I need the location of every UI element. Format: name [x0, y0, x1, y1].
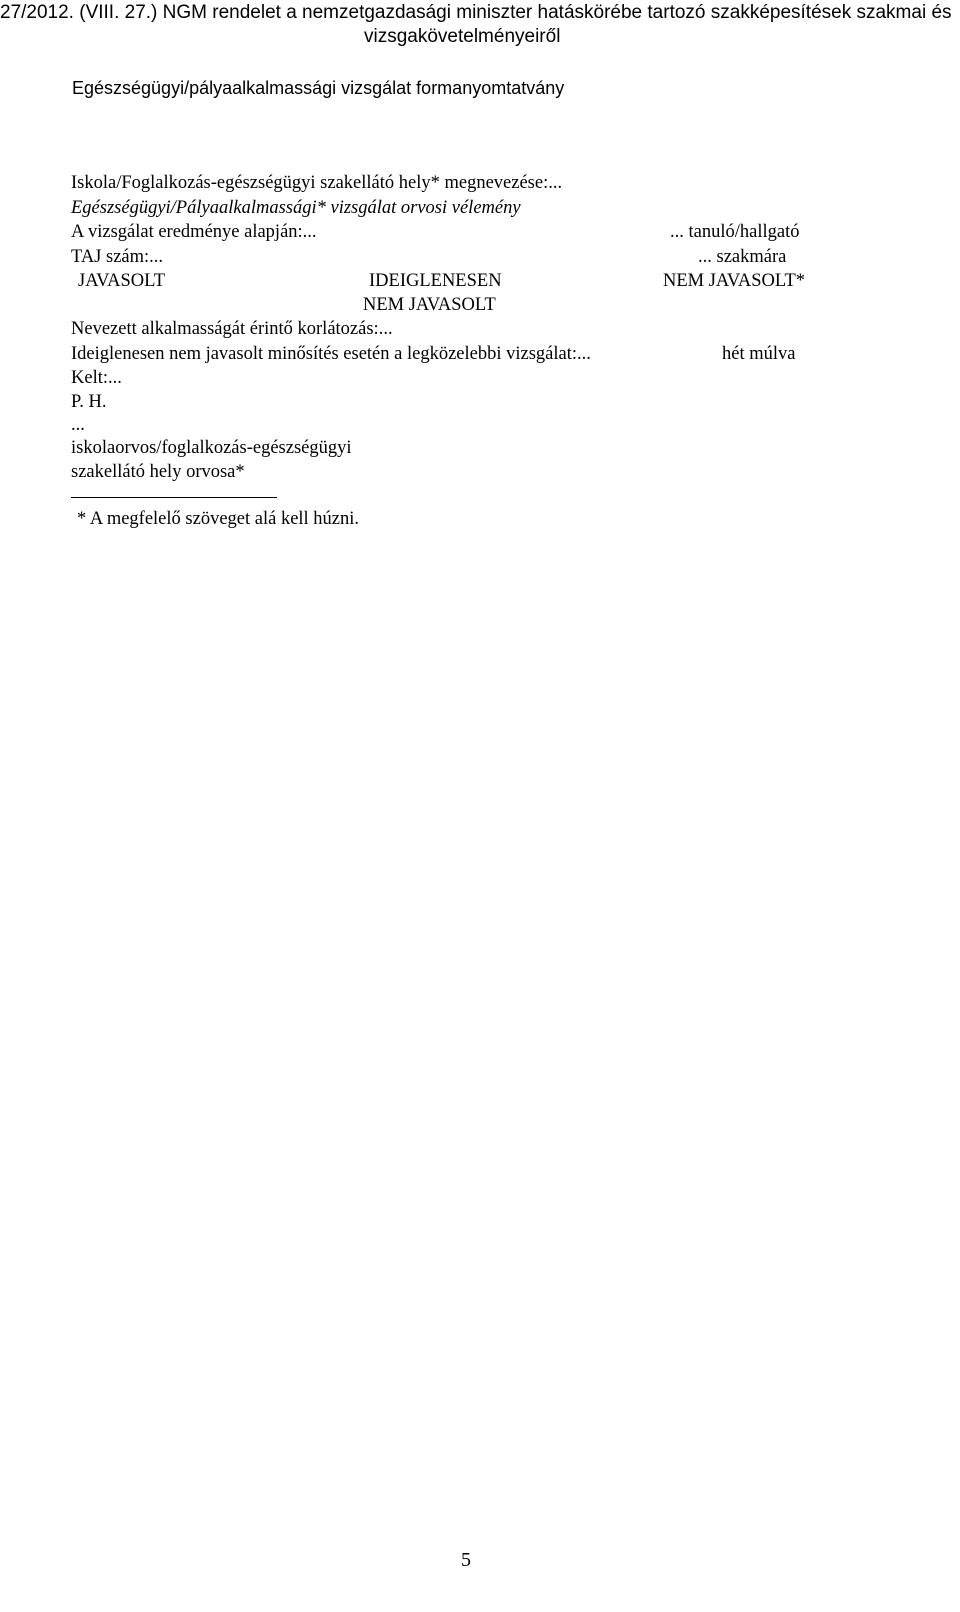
facility-name-line: Iskola/Foglalkozás-egészségügyi szakellátó hely* megnevezése:...	[71, 173, 563, 193]
option-not-recommended: NEM JAVASOLT*	[663, 271, 806, 291]
document-header-line-2: vizsgakövetelményeiről	[364, 26, 561, 47]
next-exam-label: Ideiglenesen nem javasolt minősítés esetén a legközelebbi vizsgálat:...	[71, 344, 591, 364]
signer-title-line-1: iskolaorvos/foglalkozás-egészségügyi	[71, 438, 352, 458]
profession-label: ... szakmára	[698, 247, 787, 267]
weeks-later-label: hét múlva	[722, 344, 796, 364]
taj-number-label: TAJ szám:...	[71, 247, 164, 267]
stamp-label: P. H.	[71, 392, 107, 412]
footnote: * A megfelelő szöveget alá kell húzni.	[77, 509, 360, 529]
option-temporarily-line-1: IDEIGLENESEN	[369, 271, 502, 291]
document-header-line-1: 27/2012. (VIII. 27.) NGM rendelet a nemzetgazdasági miniszter hatáskörébe tartozó szakképesítések szakmai és	[0, 2, 952, 23]
signature-line: ...	[71, 415, 85, 435]
restriction-line: Nevezett alkalmasságát érintő korlátozás:...	[71, 319, 393, 339]
page-number: 5	[461, 1549, 471, 1571]
exam-result-label: A vizsgálat eredménye alapján:...	[71, 222, 317, 242]
signer-title-line-2: szakellátó hely orvosa*	[71, 462, 245, 482]
option-recommended: JAVASOLT	[78, 271, 166, 291]
option-temporarily-line-2: NEM JAVASOLT	[363, 295, 496, 315]
date-line: Kelt:...	[71, 368, 122, 388]
form-title: Egészségügyi/pályaalkalmassági vizsgálat formanyomtatvány	[72, 78, 565, 98]
opinion-title: Egészségügyi/Pályaalkalmassági* vizsgálat orvosi vélemény	[71, 198, 521, 218]
student-label: ... tanuló/hallgató	[670, 222, 800, 242]
footnote-separator	[71, 497, 277, 498]
